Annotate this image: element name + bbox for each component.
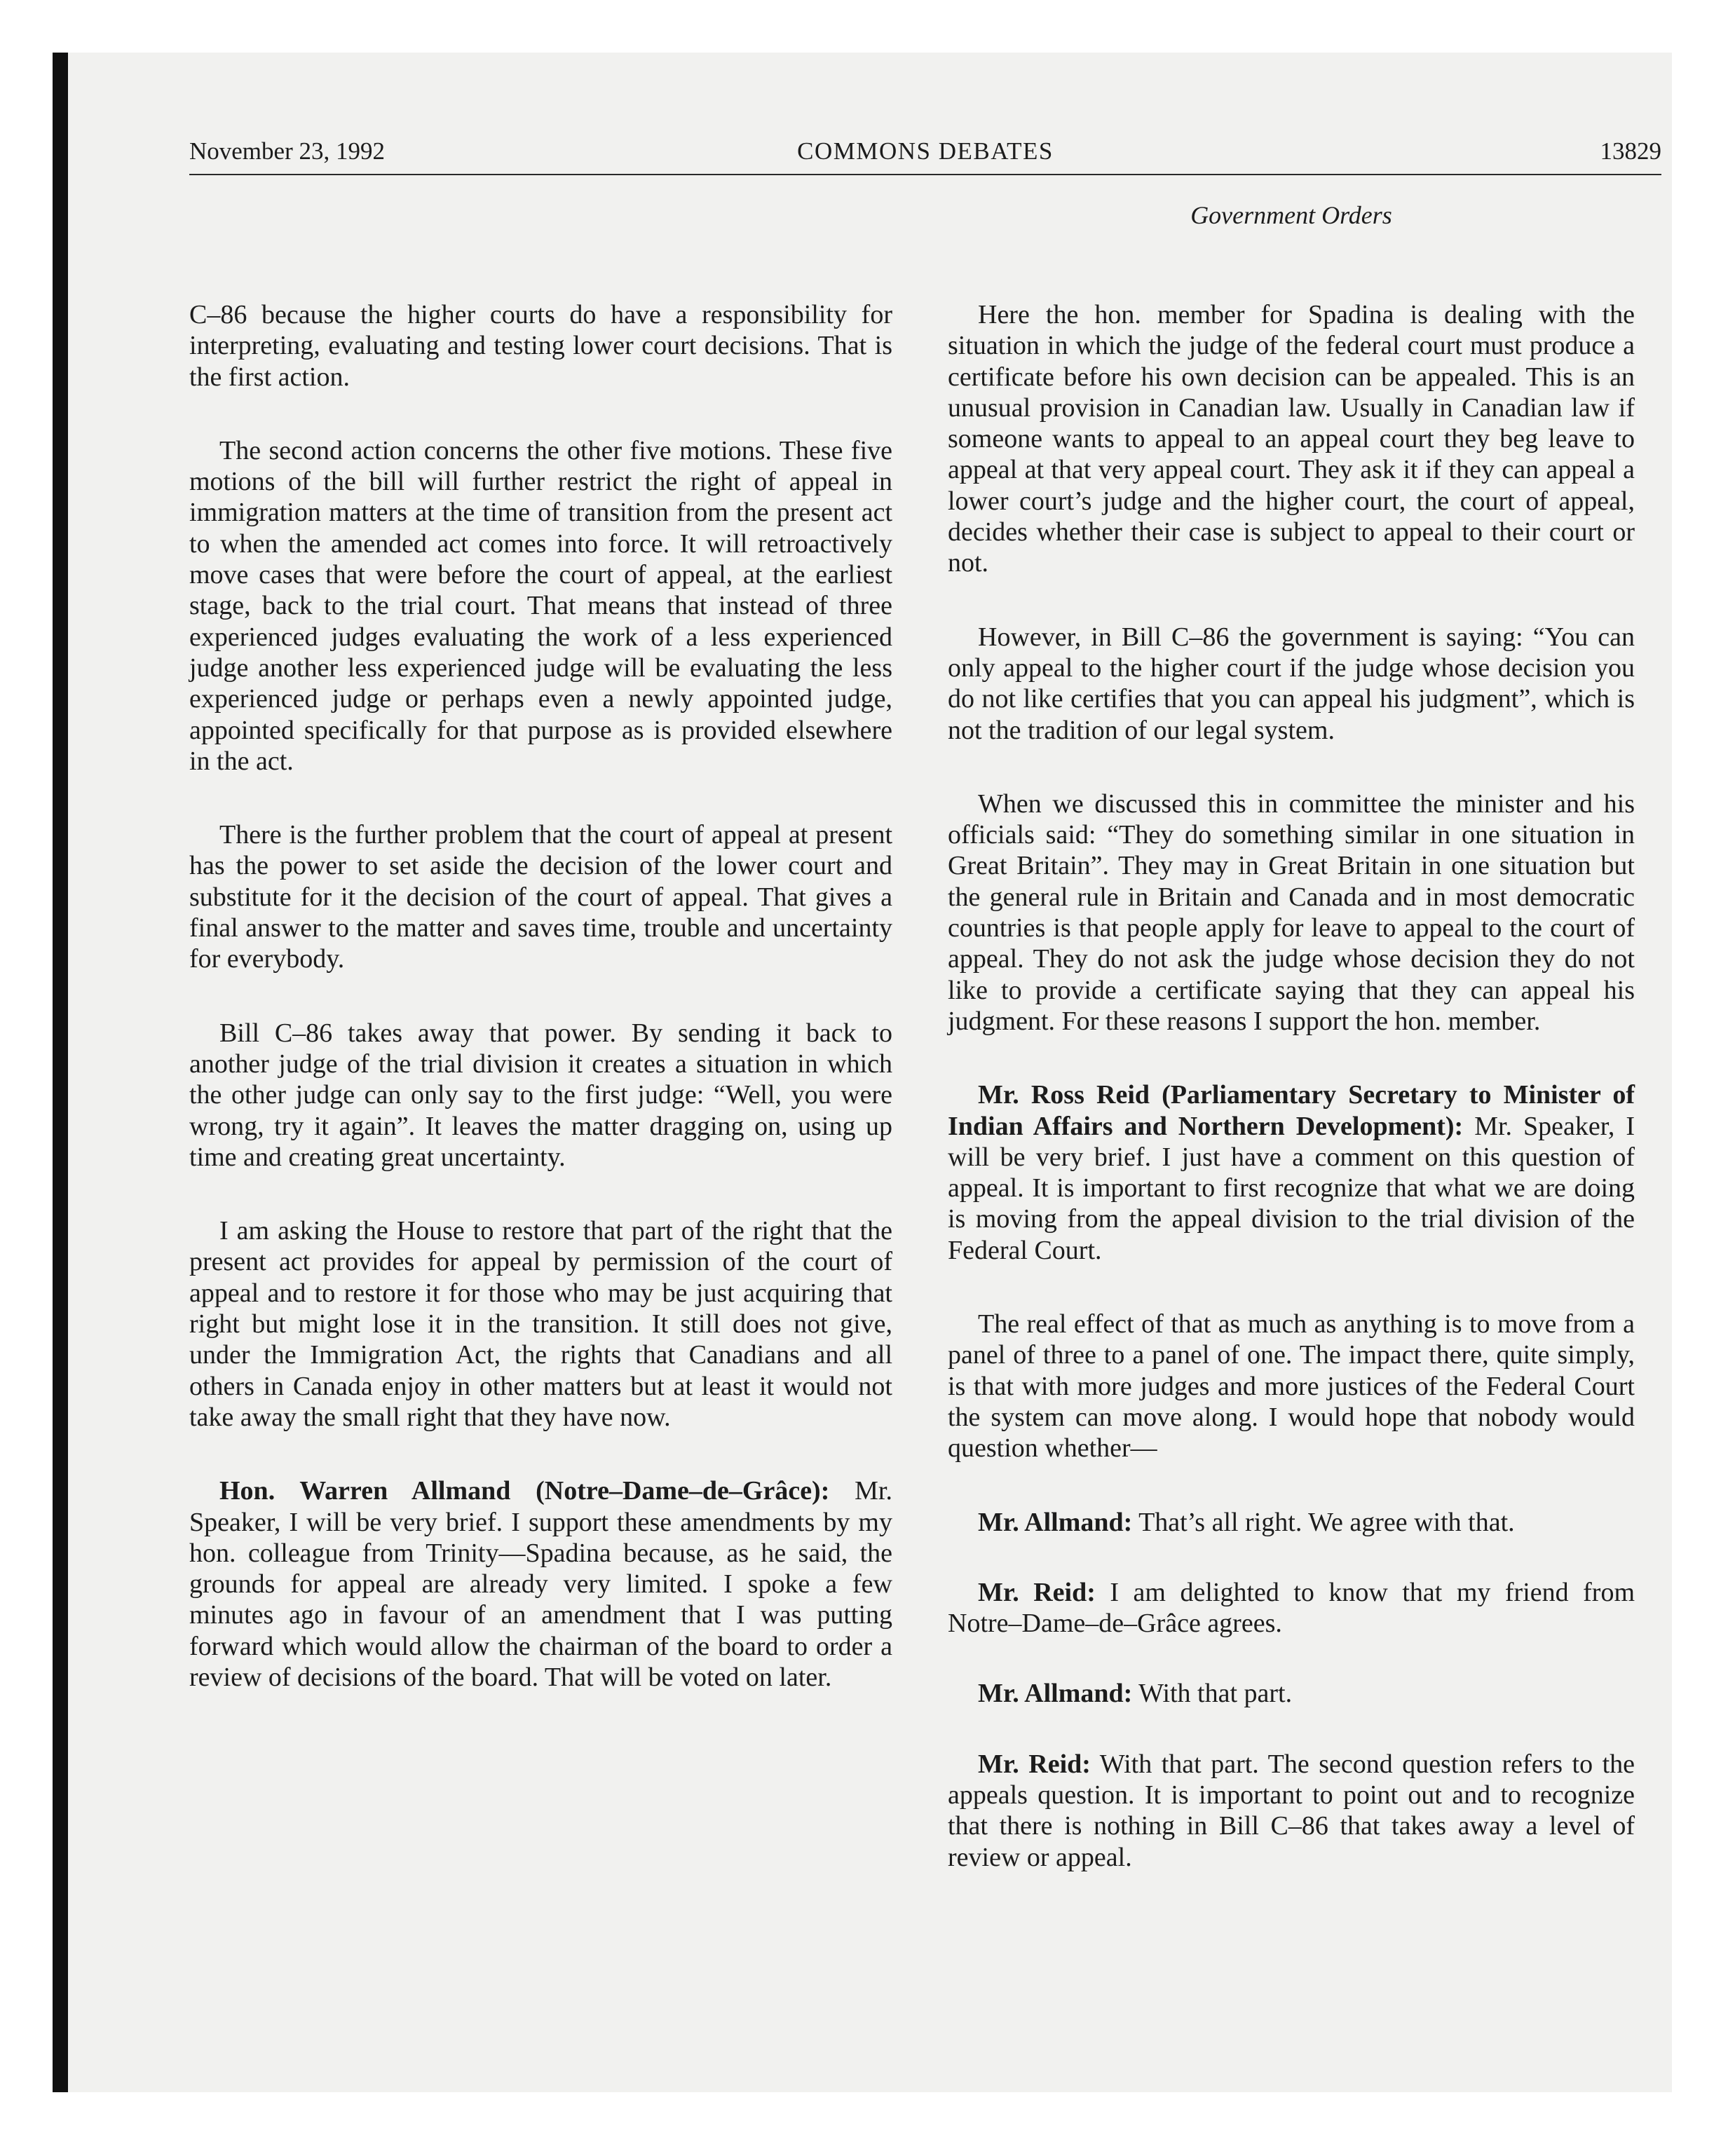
paragraph: The real effect of that as much as anything is to move from a panel of three to a panel of one. The impact there, quite simply, is that with more judges and more justices of the Federal Court the system can move along. I would hope that nobody would question whether— bbox=[948, 1309, 1635, 1464]
header-page-number: 13829 bbox=[1600, 137, 1661, 165]
scanned-page bbox=[53, 53, 1672, 2092]
paragraph: The second action concerns the other five motions. These five motions of the bill will further restrict the right of appeal in immigration matters at the time of transition from the present act to when the amended act comes into force. It will retroactively move cases that were before the court of appeal, at the earliest stage, back to the trial court. That means that instead of three experienced judges evaluating the work of a less experienced judge another less experienced judge will be evaluating the less experienced judge or perhaps even a newly appointed judge, appointed specifically for that purpose as is provided elsewhere in the act. bbox=[189, 435, 892, 776]
speech-paragraph bbox=[948, 1079, 1635, 1266]
speech-paragraph bbox=[948, 1678, 1635, 1709]
speech-text: With that part. The second question refers to the appeals question. It is important to point out and to recognize that there is nothing in Bill C–86 that takes away a level of review or appeal. bbox=[948, 1749, 1635, 1872]
speaker-name: Mr. Reid: bbox=[978, 1749, 1091, 1779]
speech-paragraph bbox=[189, 1475, 892, 1693]
speech-paragraph bbox=[948, 1749, 1635, 1873]
header-date: November 23, 1992 bbox=[189, 137, 385, 165]
speech-text: With that part. bbox=[1132, 1679, 1293, 1709]
paragraph: C–86 because the higher courts do have a responsibility for interpreting, evaluating and testing lower court decisions. That is the first action. bbox=[189, 300, 892, 392]
speaker-name: Mr. Ross Reid (Parliamentary Secretary to Minister of Indian Affairs and Northern Development): bbox=[948, 1080, 1635, 1141]
paragraph: However, in Bill C–86 the government is saying: “You can only appeal to the higher court if the judge whose decision you do not like certifies that you can appeal his judgment”, which is not the tradition of our legal system. bbox=[948, 622, 1635, 745]
speech-text: Mr. Speaker, I will be very brief. I just have a comment on this question of appeal. It is important to first recognize that what we are doing is moving from the appeal division to the trial division of the Federal Court. bbox=[948, 1111, 1635, 1265]
paragraph: Bill C–86 takes away that power. By sending it back to another judge of the trial division it creates a situation in which the other judge can only say to the first judge: “Well, you were wrong, try it again”. It leaves the matter dragging on, using up time and creating great uncertainty. bbox=[189, 1018, 892, 1172]
paragraph: When we discussed this in committee the minister and his officials said: “They do something similar in one situation in Great Britain”. They may in Great Britain in one situation but the general rule in Britain and Canada and in most democratic countries is that people apply for leave to appeal to the court of appeal. They do not ask the judge whose decision they do not like to provide a certificate saying that they can appeal his judgment. For these reasons I support the hon. member. bbox=[948, 789, 1635, 1036]
speaker-name: Mr. Reid: bbox=[978, 1577, 1096, 1607]
speech-text: I am delighted to know that my friend from Notre–Dame–de–Grâce agrees. bbox=[948, 1577, 1635, 1639]
paragraph: There is the further problem that the court of appeal at present has the power to set aside the decision of the lower court and substitute for it the decision of the court of appeal. That gives a final answer to the matter and saves time, trouble and uncertainty for everybody. bbox=[189, 820, 892, 974]
left-column bbox=[189, 299, 892, 1735]
speech-text: That’s all right. We agree with that. bbox=[1132, 1507, 1515, 1537]
right-column bbox=[948, 299, 1635, 1916]
paragraph: I am asking the House to restore that part of the right that the present act provides for appeal by permission of the court of appeal and to restore it for those who may be just acquiring that right but might lose it in the transition. It still does not give, under the Immigration Act, the rights that Canadians and all others in Canada enjoy in other matters but at least it would not take away the small right that they have now. bbox=[189, 1216, 892, 1432]
speech-paragraph bbox=[948, 1577, 1635, 1639]
page-header bbox=[189, 125, 1661, 175]
section-label: Government Orders bbox=[1190, 201, 1392, 229]
speaker-name: Hon. Warren Allmand (Notre–Dame–de–Grâce): bbox=[219, 1476, 830, 1506]
speech-text: Mr. Speaker, I will be very brief. I support these amendments by my hon. colleague from Trinity—Spadina because, as he said, the grounds for appeal are already very limited. I spoke a few minutes ago in favour of an amendment that I was putting forward which would allow the chairman of the board to order a review of decisions of the board. That will be voted on later. bbox=[189, 1476, 892, 1692]
speech-paragraph bbox=[948, 1507, 1635, 1538]
scan-edge-shadow bbox=[53, 53, 68, 2092]
paragraph: Here the hon. member for Spadina is dealing with the situation in which the judge of the federal court must produce a certificate before his own decision can be appealed. This is an unusual provision in Canadian law. Usually in Canadian law if someone wants to appeal to an appeal court they beg leave to appeal at that very appeal court. They ask it if they can appeal a lower court’s judge and the higher court, the court of appeal, decides whether their case is subject to appeal to their court or not. bbox=[948, 300, 1635, 578]
speaker-name: Mr. Allmand: bbox=[978, 1507, 1133, 1537]
speaker-name: Mr. Allmand: bbox=[978, 1679, 1133, 1709]
header-publication-title: COMMONS DEBATES bbox=[797, 137, 1054, 165]
